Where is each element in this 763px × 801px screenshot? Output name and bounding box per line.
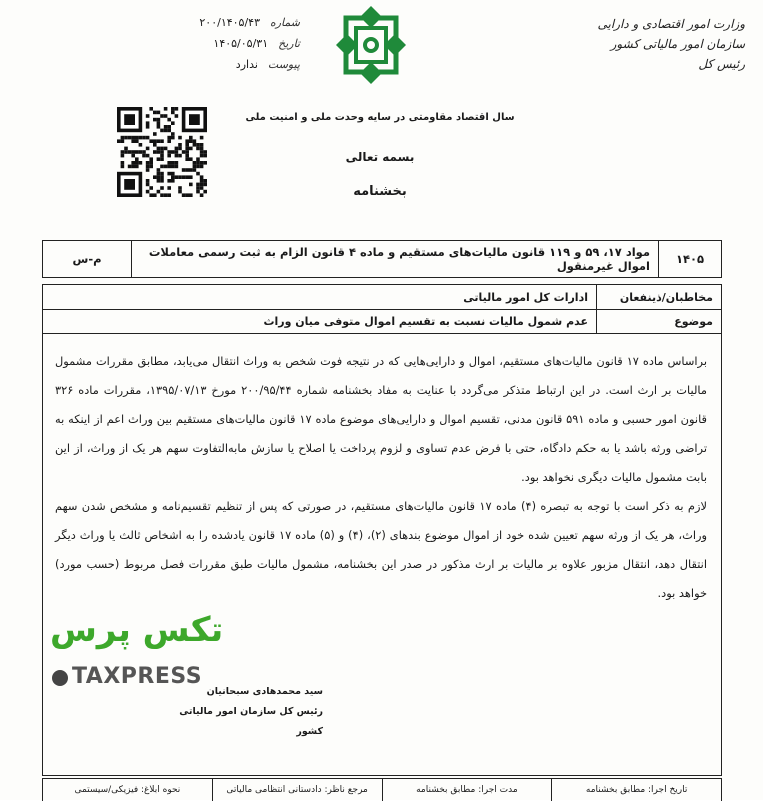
audience-label: مخاطبان/ذینفعان bbox=[596, 285, 721, 309]
audience-row bbox=[43, 285, 721, 310]
footer-supervisor: مرجع ناظر: دادستانی انتظامی مالیاتی bbox=[212, 779, 382, 801]
letter-body bbox=[55, 347, 707, 608]
execution-footer bbox=[42, 778, 722, 801]
letter-body-box bbox=[42, 284, 722, 776]
number-label: شماره bbox=[269, 16, 300, 29]
watermark-latin: TAXPRESS bbox=[72, 664, 203, 689]
ministry-name: وزارت امور اقتصادی و دارایی bbox=[597, 17, 745, 31]
body-paragraph-2: لازم به ذکر است با توجه به تبصره (۴) ماده ۱۷ قانون مالیات‌های مستقیم، در صورتی که پس از تنظیم تقسیم‌نامه و مشخص شدن سهم وراث، هر یک از ورثه سهم تعیین شده خود از اموال موضوع بندهای (۲)، (۴) و (۵) ماده ۱۷ قانون یادشده را به اشخاص ثالث یا وراث دیگر انتقال دهد، انتقال مزبور علاوه بر مالیات بر ارث مذکور در صدر این بخشنامه، مشمول مالیات طبق مقررات فصل مربوط (حسب مورد) خواهد بود. bbox=[55, 499, 707, 600]
letter-meta bbox=[100, 12, 300, 75]
telegram-icon bbox=[52, 670, 68, 686]
watermark-persian: تکس پرس bbox=[50, 610, 224, 650]
footer-delivery-method: نحوه ابلاغ: فیزیکی/سیستمی bbox=[74, 785, 181, 795]
bismillah: بسمه تعالی bbox=[345, 150, 415, 164]
attachment-label: پیوست bbox=[267, 58, 300, 71]
year-motto: سال اقتصاد مقاومتی در سایه وحدت ملی و امنیت ملی bbox=[245, 112, 515, 123]
taxpress-watermark bbox=[40, 610, 240, 694]
organization-header bbox=[525, 14, 745, 74]
signer-name: سید محمدهادی سبحانیان bbox=[206, 686, 323, 697]
office-name: رئیس کل bbox=[698, 57, 745, 71]
qr-code-icon bbox=[117, 107, 207, 197]
reference-title: مواد ۱۷، ۵۹ و ۱۱۹ قانون مالیات‌های مستقیم و ماده ۴ قانون الزام به ثبت رسمی معاملات اموال غیرمنقول bbox=[131, 241, 658, 277]
audience-value: ادارات کل امور مالیاتی bbox=[463, 290, 588, 304]
document-type: بخشنامه bbox=[353, 184, 407, 199]
signer-title: رئیس کل سازمان امور مالیاتی کشور bbox=[179, 706, 323, 737]
attachment-value: ندارد bbox=[235, 58, 258, 71]
reference-code: م-س bbox=[72, 252, 102, 266]
organization-name: سازمان امور مالیاتی کشور bbox=[610, 37, 745, 51]
footer-execution-period: مدت اجرا: مطابق بخشنامه bbox=[382, 779, 552, 801]
reference-bar bbox=[42, 240, 722, 278]
number-value: ۲۰۰/۱۴۰۵/۴۳ bbox=[199, 16, 260, 29]
subject-row bbox=[43, 309, 721, 334]
subject-value: عدم شمول مالیات نسبت به تقسیم اموال متوفی میان وراث bbox=[263, 314, 588, 328]
date-value: ۱۴۰۵/۰۵/۳۱ bbox=[213, 37, 269, 50]
date-label: تاریخ bbox=[278, 37, 300, 50]
body-paragraph-1: براساس ماده ۱۷ قانون مالیات‌های مستقیم، اموال و دارایی‌هایی که در نتیجه فوت شخص به وراث انتقال می‌یابد، مطابق مقررات مشمول مالیات بر ارث است. در این ارتباط متذکر می‌گردد با عنایت به مفاد بخشنامه شماره ۲۰۰/۹۵/۴۴ مورخ ۱۳۹۵/۰۷/۱۳، مقررات ماده ۳۲۶ قانون امور حسبی و ماده ۵۹۱ قانون مدنی، تقسیم اموال و دارایی‌های موضوع ماده ۱۷ قانون مالیات‌های مستقیم بین وراث اعم از اینکه به تراضی ورثه باشد یا به حکم دادگاه، حتی با فرض عدم تساوی و لزوم پرداخت یا اصلاح یا سازش مابه‌التفاوت سهم هر یک از وراث، از این بابت مشمول مالیات دیگری نخواهد بود. bbox=[55, 354, 707, 484]
footer-execution-date: تاریخ اجرا: مطابق بخشنامه bbox=[551, 779, 721, 801]
reference-number: ۱۴۰۵ bbox=[658, 241, 721, 277]
tax-organization-logo-icon bbox=[332, 4, 410, 86]
subject-label: موضوع bbox=[596, 309, 721, 333]
